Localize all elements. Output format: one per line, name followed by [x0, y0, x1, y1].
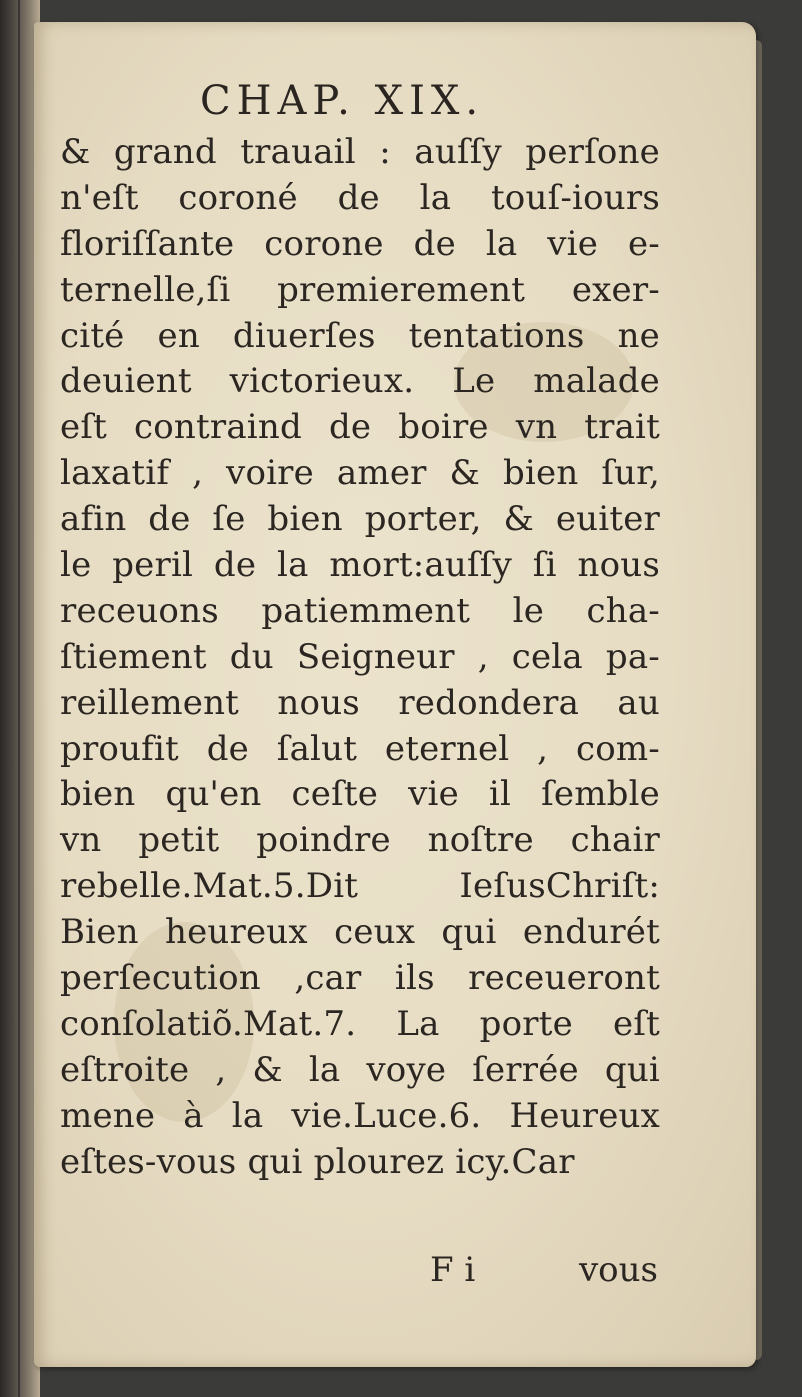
footer-line: [430, 1250, 658, 1290]
text-line: deuient victorieux. Le malade: [60, 361, 660, 402]
text-line: perſecution ,car ils receueront: [60, 958, 660, 999]
text-line: receuons patiemment le cha-: [60, 590, 660, 631]
text-line: laxatif , voire amer & bien ſur,: [60, 453, 660, 494]
text-line: afin de ſe bien porter, & euiter: [60, 499, 660, 540]
text-line: cité en diuerſes tentations ne: [60, 315, 660, 356]
running-head: CHAP. XIX.: [200, 78, 485, 124]
text-line: n'eſt coroné de la touſ-iours: [60, 177, 660, 218]
text-line: reillement nous redondera au: [60, 682, 660, 723]
text-line: eſt contraind de boire vn trait: [60, 407, 660, 448]
body-text: [60, 130, 660, 1185]
text-line: vn petit poindre noſtre chair: [60, 820, 660, 861]
text-line: floriſſante corone de la vie e-: [60, 223, 660, 264]
text-line: & grand trauail : auſſy perſone: [60, 132, 660, 172]
text-line: rebelle.Mat.5.Dit IeſusChriſt:: [60, 866, 660, 907]
text-line: Bien heureux ceux qui endurét: [60, 912, 660, 953]
catchword: vous: [578, 1250, 658, 1290]
text-line: le peril de la mort:auſſy ſi nous: [60, 545, 660, 586]
text-line: bien qu'en ceſte vie il ſemble: [60, 774, 660, 815]
text-line: ternelle,ſi premierement exer-: [60, 269, 660, 310]
text-line: conſolatiõ.Mat.7. La porte eſt: [60, 1003, 660, 1044]
binding-edge: [18, 0, 20, 1397]
text-line: mene à la vie.Luce.6. Heureux: [60, 1095, 660, 1136]
text-line: eſtes-vous qui plourez icy.Car: [60, 1141, 575, 1182]
text-line: proufit de ſalut eternel , com-: [60, 728, 660, 769]
text-line: ſtiement du Seigneur , cela pa-: [60, 636, 660, 677]
signature-mark: F i: [430, 1250, 476, 1290]
text-line: eſtroite , & la voye ſerrée qui: [60, 1049, 660, 1090]
